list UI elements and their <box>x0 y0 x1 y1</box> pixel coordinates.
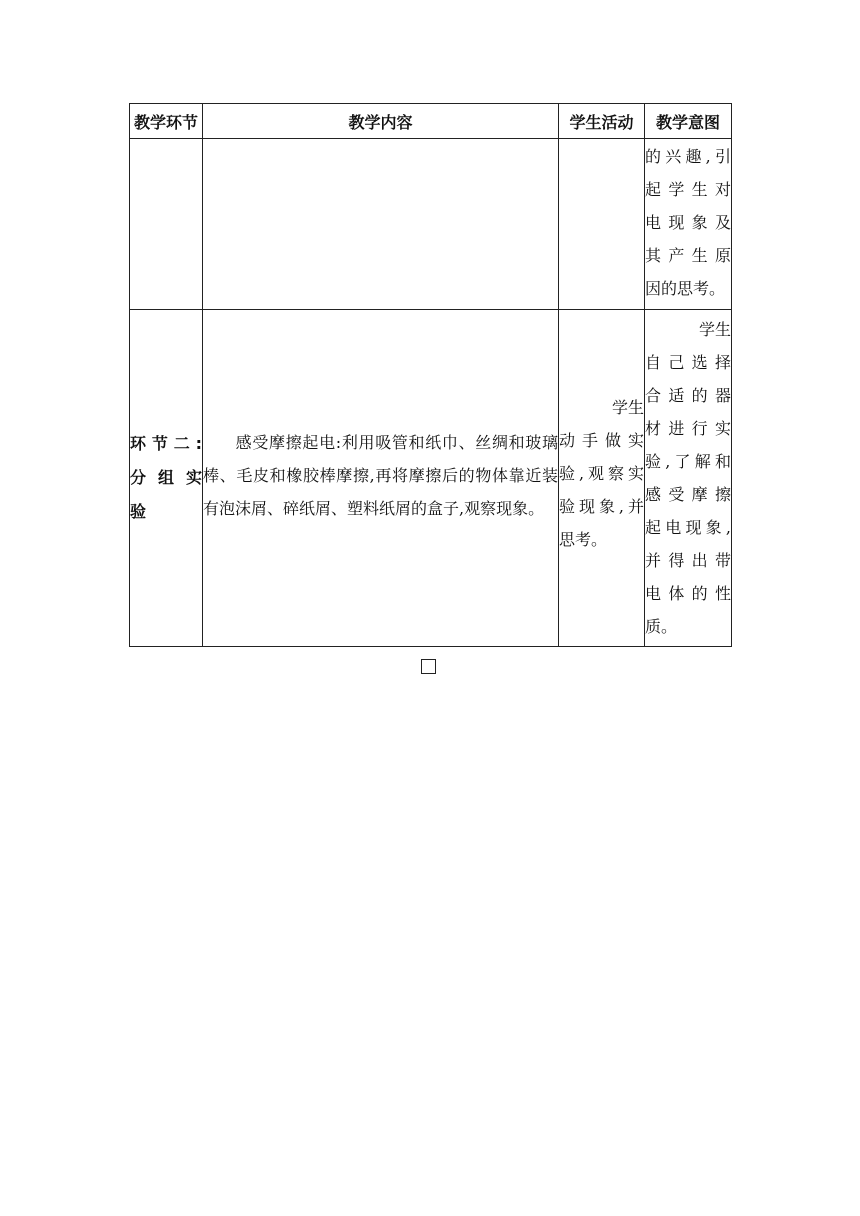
activity-cell <box>559 139 645 310</box>
stage-line: 分组实 <box>130 468 202 487</box>
intent-line: 其产生原 <box>645 246 731 265</box>
header-content: 教学内容 <box>203 104 559 139</box>
header-activity: 学生活动 <box>559 104 645 139</box>
activity-line: 学生 <box>611 397 644 417</box>
intent-line: 自己选择 <box>645 353 731 372</box>
intent-line: 材进行实 <box>645 419 731 438</box>
stage-line: 环节二: <box>130 434 202 453</box>
intent-line: 因的思考。 <box>645 279 726 298</box>
intent-line: 并得出带 <box>645 551 731 570</box>
intent-cell <box>645 310 732 647</box>
intent-cell <box>645 139 732 310</box>
intent-line: 电体的性 <box>645 584 731 603</box>
content-text: 感受摩擦起电:利用吸管和纸巾、丝绸和玻璃棒、毛皮和橡胶棒摩擦,再将摩擦后的物体靠近装有泡沫屑、碎纸屑、塑料纸屑的盒子,观察现象。 <box>203 432 558 518</box>
intent-line: 验,了解和 <box>645 452 731 471</box>
content-cell <box>203 310 559 647</box>
intent-line: 起电现象, <box>645 518 731 537</box>
table-row <box>130 139 732 310</box>
activity-line: 验现象,并 <box>559 496 644 516</box>
checkbox-square-icon <box>421 659 436 674</box>
header-intent: 教学意图 <box>645 104 732 139</box>
intent-line: 起学生对 <box>645 180 731 199</box>
table-header-row <box>130 104 732 139</box>
activity-line: 思考。 <box>559 529 608 549</box>
activity-line: 动手做实 <box>559 430 644 450</box>
content-cell <box>203 139 559 310</box>
intent-line: 电现象及 <box>645 213 731 232</box>
table-row <box>130 310 732 647</box>
intent-line: 质。 <box>645 617 678 636</box>
stage-line: 验 <box>130 502 147 521</box>
activity-line: 验,观察实 <box>559 463 644 483</box>
lesson-plan-table <box>129 103 732 647</box>
intent-line: 学生 <box>698 320 731 339</box>
intent-line: 合适的器 <box>645 386 731 405</box>
activity-cell <box>559 310 645 647</box>
intent-line: 的兴趣,引 <box>645 147 731 166</box>
stage-cell <box>130 310 203 647</box>
stage-cell <box>130 139 203 310</box>
header-stage: 教学环节 <box>130 104 203 139</box>
intent-line: 感受摩擦 <box>645 485 731 504</box>
